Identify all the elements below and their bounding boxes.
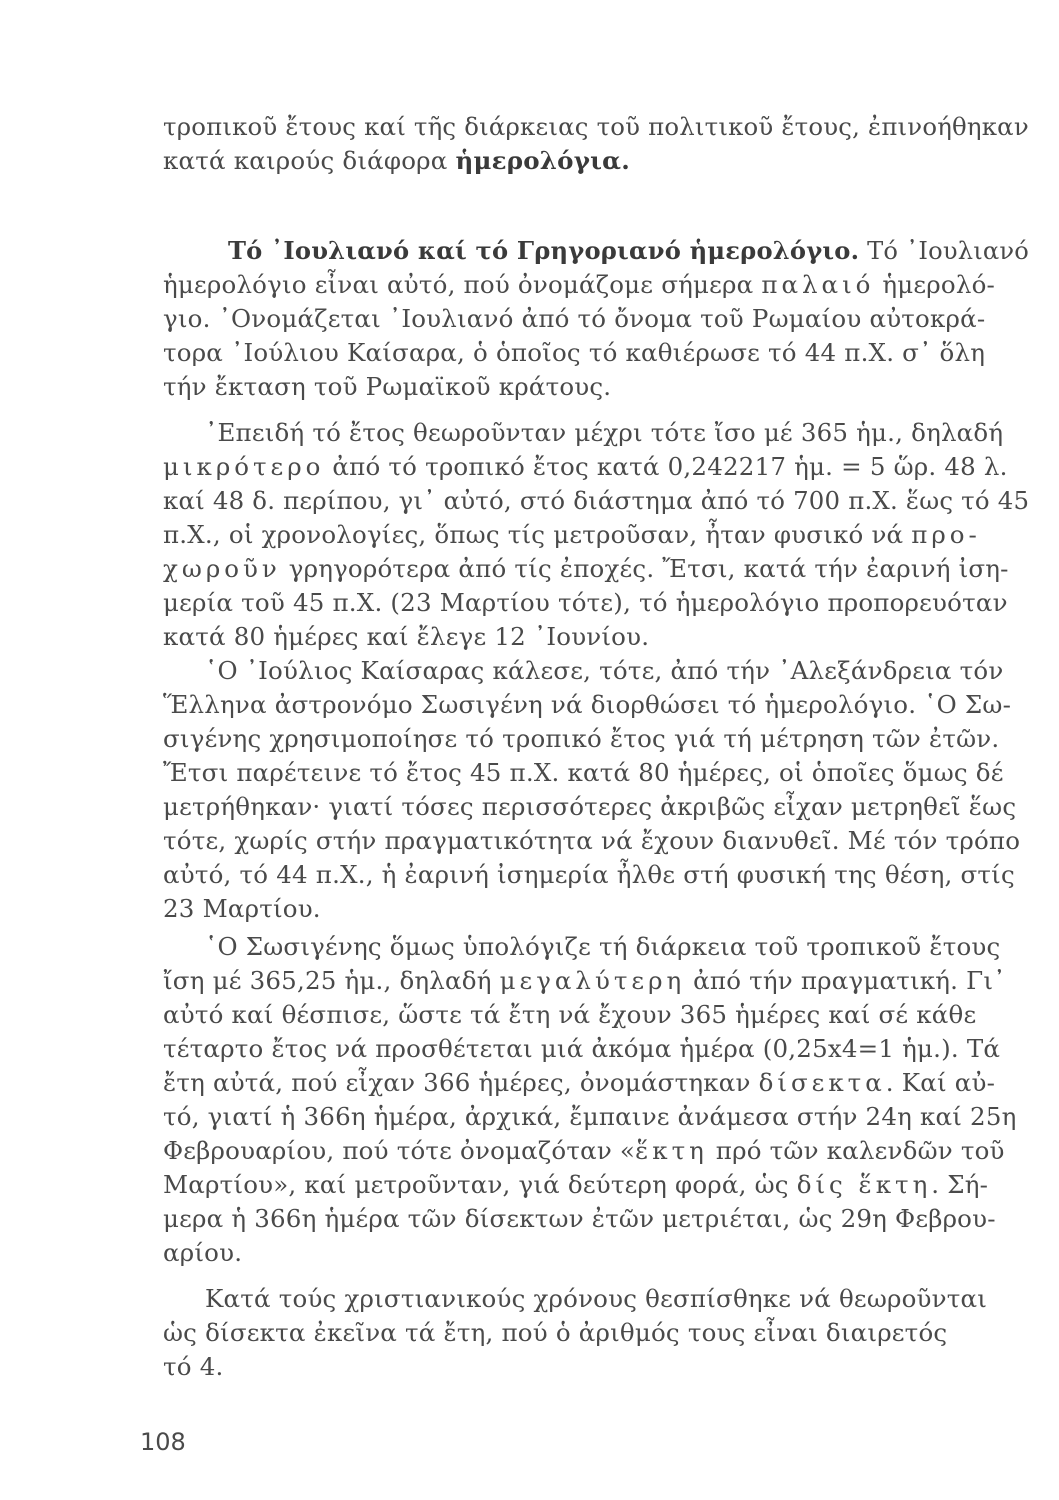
text-line: τότε, χωρίς στήν πραγματικότητα νά ἔχουν διανυθεῖ. Μέ τόν τρόπο bbox=[163, 826, 1021, 855]
text-line: ῾Ο Σωσιγένης ὅμως ὑπολόγιζε τή διάρκεια τοῦ τροπικοῦ ἔτους bbox=[205, 932, 1001, 961]
text-line: ἔτη αὐτά, πού εἶχαν 366 ἡμέρες, ὀνομάστηκαν δίσεκτα. Καί αὐ- bbox=[163, 1068, 996, 1097]
page-number: 108 bbox=[140, 1428, 186, 1456]
spaced-term: δίς ἕκτη bbox=[796, 1170, 932, 1199]
text-line: ἴση μέ 365,25 ἡμ., δηλαδή μεγαλύτερη ἀπό τήν πραγματική. Γι᾿ bbox=[163, 966, 1006, 995]
text-line: Ἔτσι παρέτεινε τό ἔτος 45 π.Χ. κατά 80 ἡμέρες, οἱ ὁποῖες ὅμως δέ bbox=[163, 758, 1004, 787]
text-line: τροπικοῦ ἔτους καί τῆς διάρκειας τοῦ πολιτικοῦ ἔτους, ἐπινοήθηκαν bbox=[163, 112, 1029, 141]
text-line: μικρότερο ἀπό τό τροπικό ἔτος κατά 0,242217 ἡμ. = 5 ὥρ. 48 λ. bbox=[163, 452, 1008, 481]
text-line: γιο. ᾿Ονομάζεται ᾿Ιουλιανό ἀπό τό ὄνομα τοῦ Ρωμαίου αὐτοκρά- bbox=[163, 304, 986, 333]
spaced-term: ἕκτη bbox=[635, 1136, 708, 1165]
section-heading-line: Τό ᾿Ιουλιανό καί τό Γρηγοριανό ἡμερολόγιο. Τό ᾿Ιουλιανό bbox=[228, 236, 1030, 265]
text-line: ῾Ο ᾿Ιούλιος Καίσαρας κάλεσε, τότε, ἀπό τήν ᾿Αλεξάνδρεια τόν bbox=[205, 656, 1004, 685]
text-line: μερία τοῦ 45 π.Χ. (23 Μαρτίου τότε), τό ἡμερολόγιο προπορευόταν bbox=[163, 588, 1008, 617]
text-line: χωροῦν γρηγορότερα ἀπό τίς ἐποχές. Ἔτσι, κατά τήν ἐαρινή ἰση- bbox=[163, 554, 1009, 583]
text-line: αρίου. bbox=[163, 1238, 243, 1267]
spaced-term: δίσεκτα bbox=[758, 1068, 886, 1097]
text-line: τέταρτο ἔτος νά προσθέτεται μιά ἀκόμα ἡμέρα (0,25x4=1 ἡμ.). Τά bbox=[163, 1034, 1001, 1063]
text-line: κατά καιρούς διάφορα ἡμερολόγια. bbox=[163, 146, 630, 175]
text-line: ὡς δίσεκτα ἐκεῖνα τά ἔτη, πού ὁ ἀριθμός τους εἶναι διαιρετός bbox=[163, 1318, 948, 1347]
text-line: τό, γιατί ἡ 366η ἡμέρα, ἀρχικά, ἔμπαινε ἀνάμεσα στήν 24η καί 25η bbox=[163, 1102, 1017, 1131]
text-line: μετρήθηκαν· γιατί τόσες περισσότερες ἀκριβῶς εἶχαν μετρηθεῖ ἕως bbox=[163, 792, 1017, 821]
text-line: τό 4. bbox=[163, 1352, 224, 1381]
text-line: Ἕλληνα ἀστρονόμο Σωσιγένη νά διορθώσει τό ἡμερολόγιο. ῾Ο Σω- bbox=[163, 690, 1012, 719]
text-line: σιγένης χρησιμοποίησε τό τροπικό ἔτος γιά τή μέτρηση τῶν ἐτῶν. bbox=[163, 724, 1000, 753]
text-line: τήν ἔκταση τοῦ Ρωμαϊκοῦ κράτους. bbox=[163, 372, 612, 401]
text-line: Κατά τούς χριστιανικούς χρόνους θεσπίσθηκε νά θεωροῦνται bbox=[205, 1284, 988, 1313]
bold-term: ἡμερολόγια. bbox=[455, 146, 630, 175]
text-line: αὐτό καί θέσπισε, ὥστε τά ἔτη νά ἔχουν 365 ἡμέρες καί σέ κάθε bbox=[163, 1000, 977, 1029]
text-line: τορα ᾿Ιούλιου Καίσαρα, ὁ ὁποῖος τό καθιέρωσε τό 44 π.Χ. σ᾿ ὅλη bbox=[163, 338, 986, 367]
text-line: ἡμερολόγιο εἶναι αὐτό, πού ὀνομάζομε σήμερα παλαιό ἡμερολό- bbox=[163, 270, 996, 299]
spaced-term: προ- bbox=[911, 520, 981, 549]
text-line: κατά 80 ἡμέρες καί ἔλεγε 12 ᾿Ιουνίου. bbox=[163, 622, 650, 651]
spaced-term: παλαιό bbox=[761, 270, 875, 299]
section-heading: Τό ᾿Ιουλιανό καί τό Γρηγοριανό ἡμερολόγιο. bbox=[228, 236, 860, 265]
text-line: αὐτό, τό 44 π.Χ., ἡ ἐαρινή ἰσημερία ἦλθε στή φυσική της θέση, στίς bbox=[163, 860, 1015, 889]
text-line: π.Χ., οἱ χρονολογίες, ὅπως τίς μετροῦσαν, ἦταν φυσικό νά προ- bbox=[163, 520, 981, 549]
spaced-term: μεγαλύτερη bbox=[499, 966, 686, 995]
text-line: ᾿Επειδή τό ἔτος θεωροῦνταν μέχρι τότε ἴσο μέ 365 ἡμ., δηλαδή bbox=[205, 418, 1004, 447]
text-line: 23 Μαρτίου. bbox=[163, 894, 321, 923]
spaced-term: μικρότερο bbox=[163, 452, 325, 481]
text-line: καί 48 δ. περίπου, γι᾿ αὐτό, στό διάστημα ἀπό τό 700 π.Χ. ἕως τό 45 bbox=[163, 486, 1030, 515]
spaced-term: χωροῦν bbox=[163, 554, 281, 583]
text-line: Μαρτίου», καί μετροῦνταν, γιά δεύτερη φορά, ὡς δίς ἕκτη. Σή- bbox=[163, 1170, 989, 1199]
text-line: μερα ἡ 366η ἡμέρα τῶν δίσεκτων ἐτῶν μετριέται, ὡς 29η Φεβρου- bbox=[163, 1204, 996, 1233]
text-line: Φεβρουαρίου, πού τότε ὀνομαζόταν «ἕκτη πρό τῶν καλενδῶν τοῦ bbox=[163, 1136, 1005, 1165]
